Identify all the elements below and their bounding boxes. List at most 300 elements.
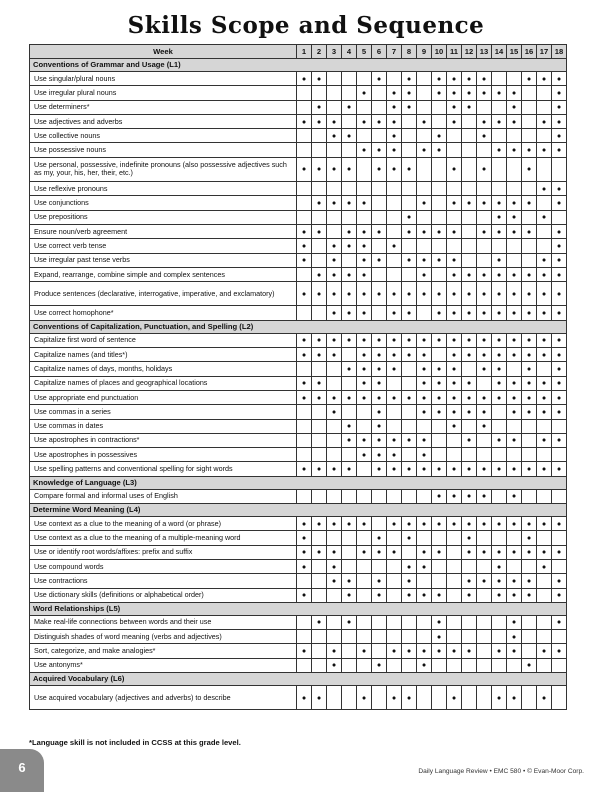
week-mark-dot: ● <box>432 86 447 100</box>
week-cell <box>417 574 432 588</box>
week-mark-dot: ● <box>507 405 522 419</box>
week-cell <box>357 588 372 602</box>
week-mark-dot: ● <box>357 224 372 238</box>
skill-row <box>30 157 567 181</box>
week-mark-dot: ● <box>462 267 477 281</box>
week-mark-dot: ● <box>432 644 447 658</box>
week-mark-dot: ● <box>312 545 327 559</box>
week-mark-dot: ● <box>507 588 522 602</box>
week-cell <box>327 630 342 644</box>
week-cell <box>537 129 552 143</box>
week-cell <box>447 658 462 672</box>
week-cell <box>537 86 552 100</box>
week-cell <box>447 531 462 545</box>
week-mark-dot: ● <box>552 433 567 447</box>
skill-row <box>30 630 567 644</box>
week-cell <box>402 182 417 196</box>
week-cell <box>417 531 432 545</box>
week-cell <box>537 362 552 376</box>
skill-row <box>30 658 567 672</box>
week-cell <box>297 210 312 224</box>
week-cell <box>327 182 342 196</box>
week-cell <box>372 615 387 629</box>
week-cell <box>357 182 372 196</box>
week-cell <box>417 685 432 709</box>
week-number: 10 <box>432 45 447 59</box>
week-mark-dot: ● <box>462 531 477 545</box>
week-mark-dot: ● <box>357 644 372 658</box>
skill-label: Use correct homophone* <box>30 306 297 320</box>
week-mark-dot: ● <box>552 253 567 267</box>
week-cell <box>552 630 567 644</box>
week-mark-dot: ● <box>522 224 537 238</box>
week-cell <box>522 239 537 253</box>
week-cell <box>447 615 462 629</box>
week-mark-dot: ● <box>372 658 387 672</box>
week-mark-dot: ● <box>372 574 387 588</box>
week-cell <box>402 448 417 462</box>
week-mark-dot: ● <box>372 143 387 157</box>
week-mark-dot: ● <box>357 348 372 362</box>
week-cell <box>537 419 552 433</box>
week-mark-dot: ● <box>417 196 432 210</box>
week-mark-dot: ● <box>477 114 492 128</box>
skill-label: Use adjectives and adverbs <box>30 114 297 128</box>
week-cell <box>387 224 402 238</box>
week-cell <box>402 376 417 390</box>
week-mark-dot: ● <box>297 559 312 573</box>
week-cell <box>522 114 537 128</box>
week-mark-dot: ● <box>432 253 447 267</box>
week-cell <box>402 405 417 419</box>
week-mark-dot: ● <box>417 644 432 658</box>
week-mark-dot: ● <box>477 545 492 559</box>
week-cell <box>507 448 522 462</box>
week-mark-dot: ● <box>507 574 522 588</box>
week-mark-dot: ● <box>537 267 552 281</box>
week-cell <box>312 419 327 433</box>
week-cell <box>417 239 432 253</box>
week-cell <box>432 448 447 462</box>
week-cell <box>462 143 477 157</box>
week-cell <box>447 239 462 253</box>
skill-label: Use conjunctions <box>30 196 297 210</box>
week-cell <box>312 489 327 503</box>
week-mark-dot: ● <box>522 545 537 559</box>
week-cell <box>417 489 432 503</box>
week-mark-dot: ● <box>552 405 567 419</box>
week-cell <box>537 448 552 462</box>
week-mark-dot: ● <box>492 462 507 476</box>
week-mark-dot: ● <box>402 157 417 181</box>
week-mark-dot: ● <box>387 348 402 362</box>
week-mark-dot: ● <box>342 267 357 281</box>
week-mark-dot: ● <box>477 419 492 433</box>
week-mark-dot: ● <box>402 253 417 267</box>
week-mark-dot: ● <box>447 489 462 503</box>
week-cell <box>507 182 522 196</box>
week-cell <box>462 559 477 573</box>
week-cell <box>537 489 552 503</box>
week-mark-dot: ● <box>432 72 447 86</box>
week-mark-dot: ● <box>537 545 552 559</box>
week-cell <box>357 630 372 644</box>
week-mark-dot: ● <box>357 239 372 253</box>
week-mark-dot: ● <box>372 348 387 362</box>
week-mark-dot: ● <box>432 489 447 503</box>
week-mark-dot: ● <box>447 86 462 100</box>
week-mark-dot: ● <box>342 129 357 143</box>
week-mark-dot: ● <box>402 559 417 573</box>
week-mark-dot: ● <box>477 224 492 238</box>
week-cell <box>312 182 327 196</box>
skill-row <box>30 489 567 503</box>
week-mark-dot: ● <box>477 405 492 419</box>
skill-label: Use reflexive pronouns <box>30 182 297 196</box>
week-mark-dot: ● <box>342 588 357 602</box>
week-mark-dot: ● <box>447 157 462 181</box>
week-cell <box>492 239 507 253</box>
week-cell <box>357 157 372 181</box>
skill-row <box>30 306 567 320</box>
week-mark-dot: ● <box>432 630 447 644</box>
week-mark-dot: ● <box>417 405 432 419</box>
week-cell <box>327 685 342 709</box>
week-mark-dot: ● <box>327 559 342 573</box>
week-mark-dot: ● <box>387 333 402 347</box>
week-cell <box>507 239 522 253</box>
week-mark-dot: ● <box>357 114 372 128</box>
week-mark-dot: ● <box>462 433 477 447</box>
week-mark-dot: ● <box>342 362 357 376</box>
week-cell <box>507 531 522 545</box>
week-cell <box>402 362 417 376</box>
week-mark-dot: ● <box>312 224 327 238</box>
skill-row <box>30 267 567 281</box>
week-cell <box>402 239 417 253</box>
week-mark-dot: ● <box>342 239 357 253</box>
week-cell <box>462 630 477 644</box>
week-mark-dot: ● <box>372 405 387 419</box>
week-cell <box>372 86 387 100</box>
week-cell <box>477 433 492 447</box>
week-mark-dot: ● <box>327 462 342 476</box>
week-mark-dot: ● <box>432 143 447 157</box>
week-cell <box>522 559 537 573</box>
week-cell <box>492 129 507 143</box>
week-mark-dot: ● <box>492 545 507 559</box>
week-mark-dot: ● <box>477 157 492 181</box>
week-cell <box>372 267 387 281</box>
week-cell <box>342 545 357 559</box>
week-mark-dot: ● <box>342 282 357 306</box>
section-header <box>30 602 567 615</box>
week-cell <box>312 559 327 573</box>
week-mark-dot: ● <box>552 306 567 320</box>
skill-label: Use appropriate end punctuation <box>30 390 297 404</box>
week-number: 5 <box>357 45 372 59</box>
week-mark-dot: ● <box>492 348 507 362</box>
week-cell <box>357 419 372 433</box>
week-mark-dot: ● <box>447 362 462 376</box>
page-title: Skills Scope and Sequence <box>127 12 485 39</box>
week-mark-dot: ● <box>477 306 492 320</box>
week-mark-dot: ● <box>327 333 342 347</box>
week-cell <box>522 615 537 629</box>
week-mark-dot: ● <box>372 448 387 462</box>
week-cell <box>402 630 417 644</box>
week-mark-dot: ● <box>477 267 492 281</box>
skill-label: Expand, rearrange, combine simple and complex sentences <box>30 267 297 281</box>
skill-label: Distinguish shades of word meaning (verbs and adjectives) <box>30 630 297 644</box>
section-title: Conventions of Capitalization, Punctuation, and Spelling (L2) <box>30 320 567 333</box>
week-cell <box>312 658 327 672</box>
week-mark-dot: ● <box>522 462 537 476</box>
week-mark-dot: ● <box>357 143 372 157</box>
week-cell <box>387 72 402 86</box>
week-mark-dot: ● <box>522 574 537 588</box>
week-mark-dot: ● <box>552 574 567 588</box>
week-cell <box>372 129 387 143</box>
week-cell <box>327 448 342 462</box>
week-cell <box>462 615 477 629</box>
week-cell <box>372 100 387 114</box>
week-cell <box>402 129 417 143</box>
week-mark-dot: ● <box>402 348 417 362</box>
week-mark-dot: ● <box>507 517 522 531</box>
week-mark-dot: ● <box>447 348 462 362</box>
week-cell <box>387 210 402 224</box>
skill-row <box>30 129 567 143</box>
week-mark-dot: ● <box>477 462 492 476</box>
skill-row <box>30 333 567 347</box>
section-title: Acquired Vocabulary (L6) <box>30 672 567 685</box>
week-mark-dot: ● <box>402 644 417 658</box>
week-cell <box>537 196 552 210</box>
skill-label: Use spelling patterns and conventional spelling for sight words <box>30 462 297 476</box>
week-cell <box>477 644 492 658</box>
week-mark-dot: ● <box>447 306 462 320</box>
skill-row <box>30 86 567 100</box>
week-cell <box>372 196 387 210</box>
week-cell <box>297 419 312 433</box>
week-mark-dot: ● <box>552 129 567 143</box>
week-mark-dot: ● <box>477 390 492 404</box>
week-cell <box>402 143 417 157</box>
week-mark-dot: ● <box>447 390 462 404</box>
skill-row <box>30 390 567 404</box>
week-mark-dot: ● <box>387 86 402 100</box>
week-mark-dot: ● <box>327 545 342 559</box>
week-cell <box>297 362 312 376</box>
week-mark-dot: ● <box>372 419 387 433</box>
week-mark-dot: ● <box>537 390 552 404</box>
week-mark-dot: ● <box>552 182 567 196</box>
week-mark-dot: ● <box>402 224 417 238</box>
week-mark-dot: ● <box>552 376 567 390</box>
week-mark-dot: ● <box>537 433 552 447</box>
week-cell <box>417 182 432 196</box>
week-cell <box>447 182 462 196</box>
week-mark-dot: ● <box>462 644 477 658</box>
week-cell <box>372 210 387 224</box>
week-mark-dot: ● <box>522 390 537 404</box>
week-number: 16 <box>522 45 537 59</box>
week-mark-dot: ● <box>492 306 507 320</box>
week-cell <box>552 448 567 462</box>
section-header <box>30 504 567 517</box>
week-cell <box>432 114 447 128</box>
skill-row <box>30 72 567 86</box>
week-mark-dot: ● <box>477 517 492 531</box>
week-mark-dot: ● <box>507 100 522 114</box>
week-cell <box>342 644 357 658</box>
week-cell <box>297 143 312 157</box>
week-cell <box>372 306 387 320</box>
week-cell <box>342 114 357 128</box>
week-cell <box>312 210 327 224</box>
week-mark-dot: ● <box>447 224 462 238</box>
week-cell <box>552 489 567 503</box>
week-cell <box>552 559 567 573</box>
week-mark-dot: ● <box>492 282 507 306</box>
week-cell <box>327 615 342 629</box>
week-cell <box>462 129 477 143</box>
week-header-label: Week <box>30 45 297 59</box>
week-mark-dot: ● <box>522 362 537 376</box>
week-mark-dot: ● <box>402 574 417 588</box>
week-cell <box>387 182 402 196</box>
week-mark-dot: ● <box>297 253 312 267</box>
week-mark-dot: ● <box>417 362 432 376</box>
week-cell <box>492 630 507 644</box>
week-mark-dot: ● <box>297 390 312 404</box>
week-mark-dot: ● <box>432 517 447 531</box>
week-mark-dot: ● <box>537 182 552 196</box>
week-cell <box>507 362 522 376</box>
week-mark-dot: ● <box>462 489 477 503</box>
week-mark-dot: ● <box>417 333 432 347</box>
week-mark-dot: ● <box>522 267 537 281</box>
week-cell <box>537 658 552 672</box>
week-mark-dot: ● <box>507 545 522 559</box>
week-mark-dot: ● <box>522 143 537 157</box>
week-number: 15 <box>507 45 522 59</box>
week-cell <box>402 545 417 559</box>
week-cell <box>312 588 327 602</box>
week-mark-dot: ● <box>417 143 432 157</box>
week-cell <box>432 685 447 709</box>
week-mark-dot: ● <box>372 462 387 476</box>
week-mark-dot: ● <box>492 517 507 531</box>
week-cell <box>357 531 372 545</box>
week-cell <box>357 100 372 114</box>
week-mark-dot: ● <box>447 114 462 128</box>
week-mark-dot: ● <box>462 306 477 320</box>
week-mark-dot: ● <box>327 267 342 281</box>
week-cell <box>477 559 492 573</box>
week-mark-dot: ● <box>297 72 312 86</box>
week-cell <box>552 157 567 181</box>
week-cell <box>432 210 447 224</box>
week-cell <box>462 224 477 238</box>
skill-row <box>30 405 567 419</box>
week-mark-dot: ● <box>342 333 357 347</box>
skill-label: Use dictionary skills (definitions or alphabetical order) <box>30 588 297 602</box>
week-cell <box>387 376 402 390</box>
section-header <box>30 476 567 489</box>
week-mark-dot: ● <box>462 282 477 306</box>
week-cell <box>327 143 342 157</box>
week-mark-dot: ● <box>297 531 312 545</box>
skill-row <box>30 559 567 573</box>
week-mark-dot: ● <box>492 588 507 602</box>
skill-row <box>30 433 567 447</box>
week-cell <box>432 348 447 362</box>
week-mark-dot: ● <box>552 114 567 128</box>
week-mark-dot: ● <box>507 376 522 390</box>
week-cell <box>342 182 357 196</box>
skill-row <box>30 196 567 210</box>
week-mark-dot: ● <box>357 545 372 559</box>
week-mark-dot: ● <box>492 253 507 267</box>
skill-row <box>30 376 567 390</box>
week-mark-dot: ● <box>462 72 477 86</box>
week-cell <box>522 685 537 709</box>
week-cell <box>387 531 402 545</box>
week-cell <box>462 685 477 709</box>
week-mark-dot: ● <box>357 448 372 462</box>
section-header <box>30 672 567 685</box>
week-mark-dot: ● <box>537 517 552 531</box>
week-cell <box>402 419 417 433</box>
skill-row <box>30 239 567 253</box>
week-mark-dot: ● <box>522 405 537 419</box>
week-mark-dot: ● <box>507 489 522 503</box>
week-number: 2 <box>312 45 327 59</box>
week-cell <box>477 100 492 114</box>
week-mark-dot: ● <box>402 306 417 320</box>
week-cell <box>327 489 342 503</box>
week-mark-dot: ● <box>417 448 432 462</box>
week-cell <box>522 129 537 143</box>
week-mark-dot: ● <box>507 390 522 404</box>
week-cell <box>477 448 492 462</box>
week-mark-dot: ● <box>552 545 567 559</box>
footer-credit: Daily Language Review • EMC 580 • © Evan-Moor Corp. <box>418 768 584 775</box>
week-mark-dot: ● <box>387 545 402 559</box>
week-cell <box>402 267 417 281</box>
week-mark-dot: ● <box>537 143 552 157</box>
week-mark-dot: ● <box>402 531 417 545</box>
week-cell <box>357 615 372 629</box>
skill-row <box>30 419 567 433</box>
week-mark-dot: ● <box>447 462 462 476</box>
week-mark-dot: ● <box>357 282 372 306</box>
week-mark-dot: ● <box>537 348 552 362</box>
skill-label: Capitalize names of places and geographical locations <box>30 376 297 390</box>
week-cell <box>417 72 432 86</box>
week-mark-dot: ● <box>402 86 417 100</box>
week-mark-dot: ● <box>432 405 447 419</box>
week-mark-dot: ● <box>297 224 312 238</box>
week-mark-dot: ● <box>327 574 342 588</box>
week-mark-dot: ● <box>297 333 312 347</box>
week-mark-dot: ● <box>312 157 327 181</box>
week-mark-dot: ● <box>537 333 552 347</box>
week-cell <box>447 143 462 157</box>
week-number: 8 <box>402 45 417 59</box>
